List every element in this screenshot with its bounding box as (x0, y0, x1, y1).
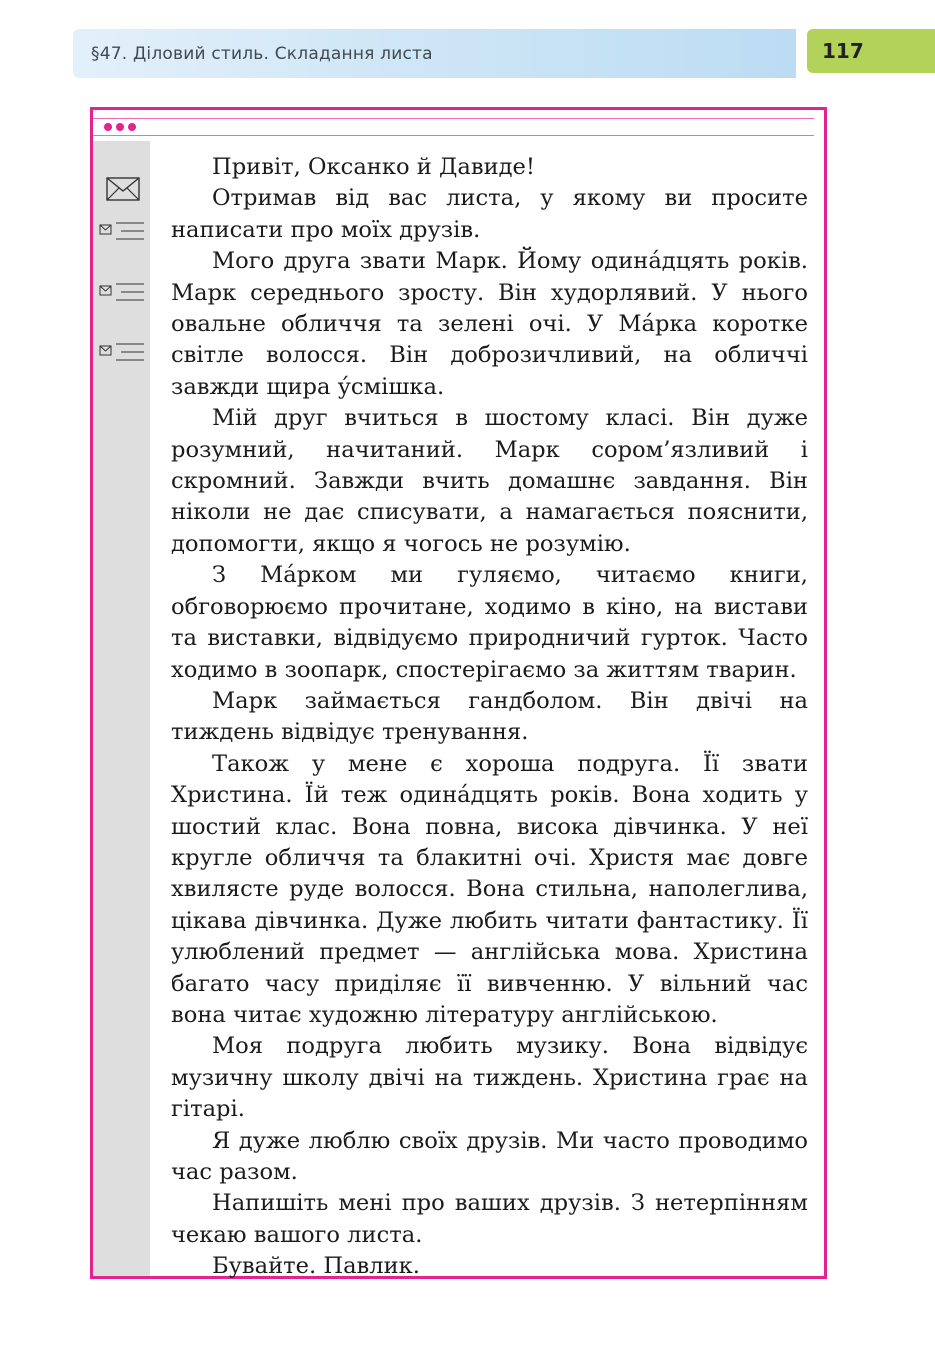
decorative-dots (104, 123, 136, 131)
letter-paragraph: Мій друг вчиться в шостому класі. Він дуже розумний, начитаний. Марк сором’язливий і скромний. Завжди вчить домашнє завдання. Він ніколи не дає списувати, а намагається пояснити, допомогти, якщо я чогось не розумію. (171, 405, 808, 557)
letter-paragraph: Моя подруга любить музику. Вона відвідує музичну школу двічі на тиждень. Христина грає на гітарі. (171, 1033, 808, 1123)
dot (128, 123, 136, 131)
letter-paragraph: З Ма́рком ми гуляємо, читаємо книги, обговорюємо прочитане, ходимо в кіно, на вистави та виставки, відвідуємо природничий гурток. Часто ходимо в зоопарк, спостерігаємо за життям тварин. (171, 562, 808, 683)
mail-lines-icon (99, 281, 145, 303)
letter-paragraph: Марк займається гандболом. Він двічі на тиждень відвідує тренування. (171, 687, 808, 746)
section-title: §47. Діловий стиль. Складання листа (91, 43, 433, 64)
letter-paragraph: Також у мене є хороша подруга. Її звати Христина. Їй теж одина́дцять років. Вона ходить у шостий клас. Вона повна, висока дівчинка. У неї кругле обличчя та блакитні очі. Христя має довге хвилясте руде волосся. Вона стильна, наполеглива, цікава дівчинка. Дуже любить читати фантастику. Її улюблений предмет — англійська мова. Христина багато часу приділяє її вивченню. У вільний час вона читає художню літературу англійською. (171, 750, 808, 1028)
section-header (73, 29, 796, 78)
letter-paragraph: Отримав від вас листа, у якому ви просите написати про моїх друзів. (171, 185, 808, 243)
letter-body (171, 152, 808, 1283)
page-number: 117 (807, 29, 935, 73)
dot (116, 123, 124, 131)
letter-paragraph: Я дуже люблю своїх друзів. Ми часто проводимо час разом. (171, 1127, 808, 1185)
margin-gutter (93, 141, 150, 1276)
envelope-icon (106, 177, 140, 201)
dot (104, 123, 112, 131)
frame-second-line (93, 135, 814, 136)
letter-paragraph: Мого друга звати Марк. Йому одина́дцять років. Марк середнього зросту. Він худорлявий. У нього овальне обличчя та зелені очі. У Ма́рка коротке світле волосся. Він доброзичливий, на обличчі завжди щира у́смішка. (171, 248, 808, 400)
letter-paragraph: Напишіть мені про ваших друзів. З нетерпінням чекаю вашого листа. (171, 1190, 808, 1248)
letter-closing: Бувайте. Павлик. (212, 1253, 420, 1280)
mail-lines-icon (99, 341, 145, 363)
frame-top-line (93, 118, 814, 119)
letter-greeting: Привіт, Оксанко й Давиде! (212, 154, 535, 180)
mail-lines-icon (99, 220, 145, 242)
letter-frame (90, 107, 827, 1279)
